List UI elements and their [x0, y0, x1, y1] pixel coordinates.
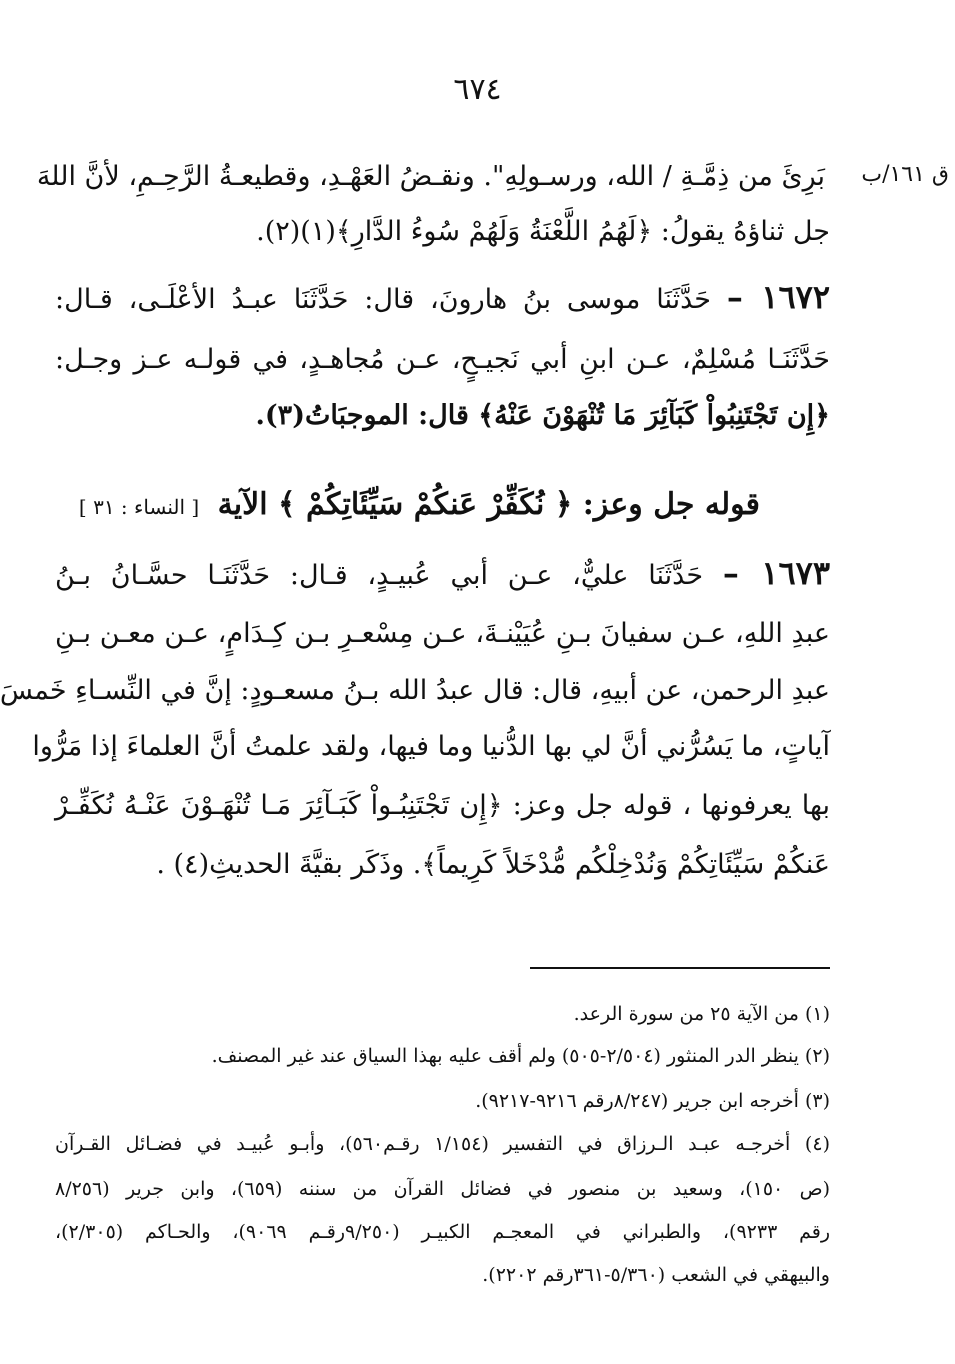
footnote-4-line-4: والبيهقي في الشعب (٥/٣٦٠-٣٦١رقم ٢٢٠٢). [482, 1264, 830, 1286]
footnote-4-line-1: (٤) أخرجـه عبـد الـرزاق في التفسير (١/١٥٤ رقـم٥٦٠)، وأبـو عُبيـد في فضـائل القـرآن [55, 1133, 830, 1155]
footnote-4-line-2: (ص ١٥٠)، وسعيد بن منصور في فضائل القرآن من سننه (٦٥٩)، وابن جرير (٨/٢٥٦ [55, 1178, 830, 1200]
text-line-9: آياتٍ، ما يَسُرُّني أنَّ لي بها الدُّنيا وما فيها، ولقد علمتُ أنَّ العلماءَ إذا مَرُّوا [32, 731, 830, 762]
hadith-text: حَدَّثَنَا موسى بنُ هارونَ، قال: حَدَّثَنَا عبـدُ الأعْلَـى، قـال: [55, 284, 711, 315]
text-line-1: بَرِئَ من ذِمَّـةِ / الله، ورسـولِهِ". ونقـضُ العَهْـدِ، وقطيعـةُ الرَّحِـمِ، لأنَّ اللهَ [36, 161, 825, 192]
manuscript-margin-note: ق ١٦١/ب [861, 162, 949, 187]
hadith-number: ١٦٧٢ – [726, 278, 830, 316]
text-line-2: جل ثناؤهُ يقولُ: ﴿لَهُمُ اللَّعْنَةُ وَلَهُمْ سُوءُ الدَّارِ﴾(١)(٢). [256, 216, 830, 247]
hadith-number: ١٦٧٣ – [722, 554, 830, 592]
section-heading [55, 487, 760, 522]
footnote-4-line-3: رقم ٩٢٣٣)، والطبراني في المعجـم الكبيـر (٩/٢٥٠رقـم ٩٠٦٩)، والحـاكم (٢/٣٠٥)، [55, 1221, 830, 1243]
hadith-text: حَدَّثَنَا عليٌّ، عـن أبي عُبيـدٍ، قـال: حَدَّثَنَـا حسَّـانُ بـنُ [55, 560, 704, 591]
text-line-4: حَدَّثَنَـا مُسْلِمٌ، عـن ابنِ أبي نَجيـحٍ، عـن مُجاهـدٍ، في قولـه عـز وجـل: [55, 344, 830, 375]
hadith-1673-line [55, 553, 830, 596]
footnote-divider [530, 967, 830, 969]
footnote-1: (١) من الآية ٢٥ من سورة الرعد. [573, 1003, 830, 1025]
heading-text: قوله جل وعز: ﴿ نُكَفِّرْ عَنكُمْ سَيِّئَاتِكُمْ ﴾ الآية [217, 487, 760, 522]
footnote-2: (٢) ينظر الدر المنثور (٢/٥٠٤-٥٠٥) ولم أقف عليه بهذا السياق عند غير المصنف. [211, 1045, 830, 1067]
text-line-8: عبدِ الرحمن، عن أبيهِ، قال: قال عبدُ الله بـنُ مسعـودٍ: إنَّ في النِّسـاءِ خَمسَ [0, 675, 830, 706]
text-line-5: ﴿إِن تَجْتَنِبُواْ كَبَآئِرَ مَا تُنْهَوْنَ عَنْهُ﴾ قال: الموجبَاتُ(٣). [255, 400, 830, 431]
footnote-3: (٣) أخرجه ابن جرير (٨/٢٤٧رقم ٩٢١٦-٩٢١٧). [475, 1090, 830, 1112]
text-line-7: عبدِ اللهِ، عـن سفيانَ بـنِ عُيَيْنـةَ، عـن مِسْعـرِ بـن كِـدَامٍ، عـن معـن بـنِ [55, 618, 830, 649]
text-line-10: بها يعرفونها ، قوله جل وعز: ﴿إِن تَجْتَنِبُـواْ كَبَـآئِرَ مَـا تُنْهَـوْنَ عَنْـهُ نُكَفِّـرْ [55, 790, 830, 821]
hadith-1672-line [55, 277, 830, 320]
quran-reference: [ النساء : ٣١ ] [78, 495, 200, 519]
text-line-11: عَنكُمْ سَيِّئَاتِكُمْ وَنُدْخِلْكُم مُّدْخَلاً كَرِيماً﴾. وذَكَر بقيَّةَ الحديثِ(٤) . [156, 849, 830, 880]
page-number: ٦٧٤ [453, 72, 502, 107]
